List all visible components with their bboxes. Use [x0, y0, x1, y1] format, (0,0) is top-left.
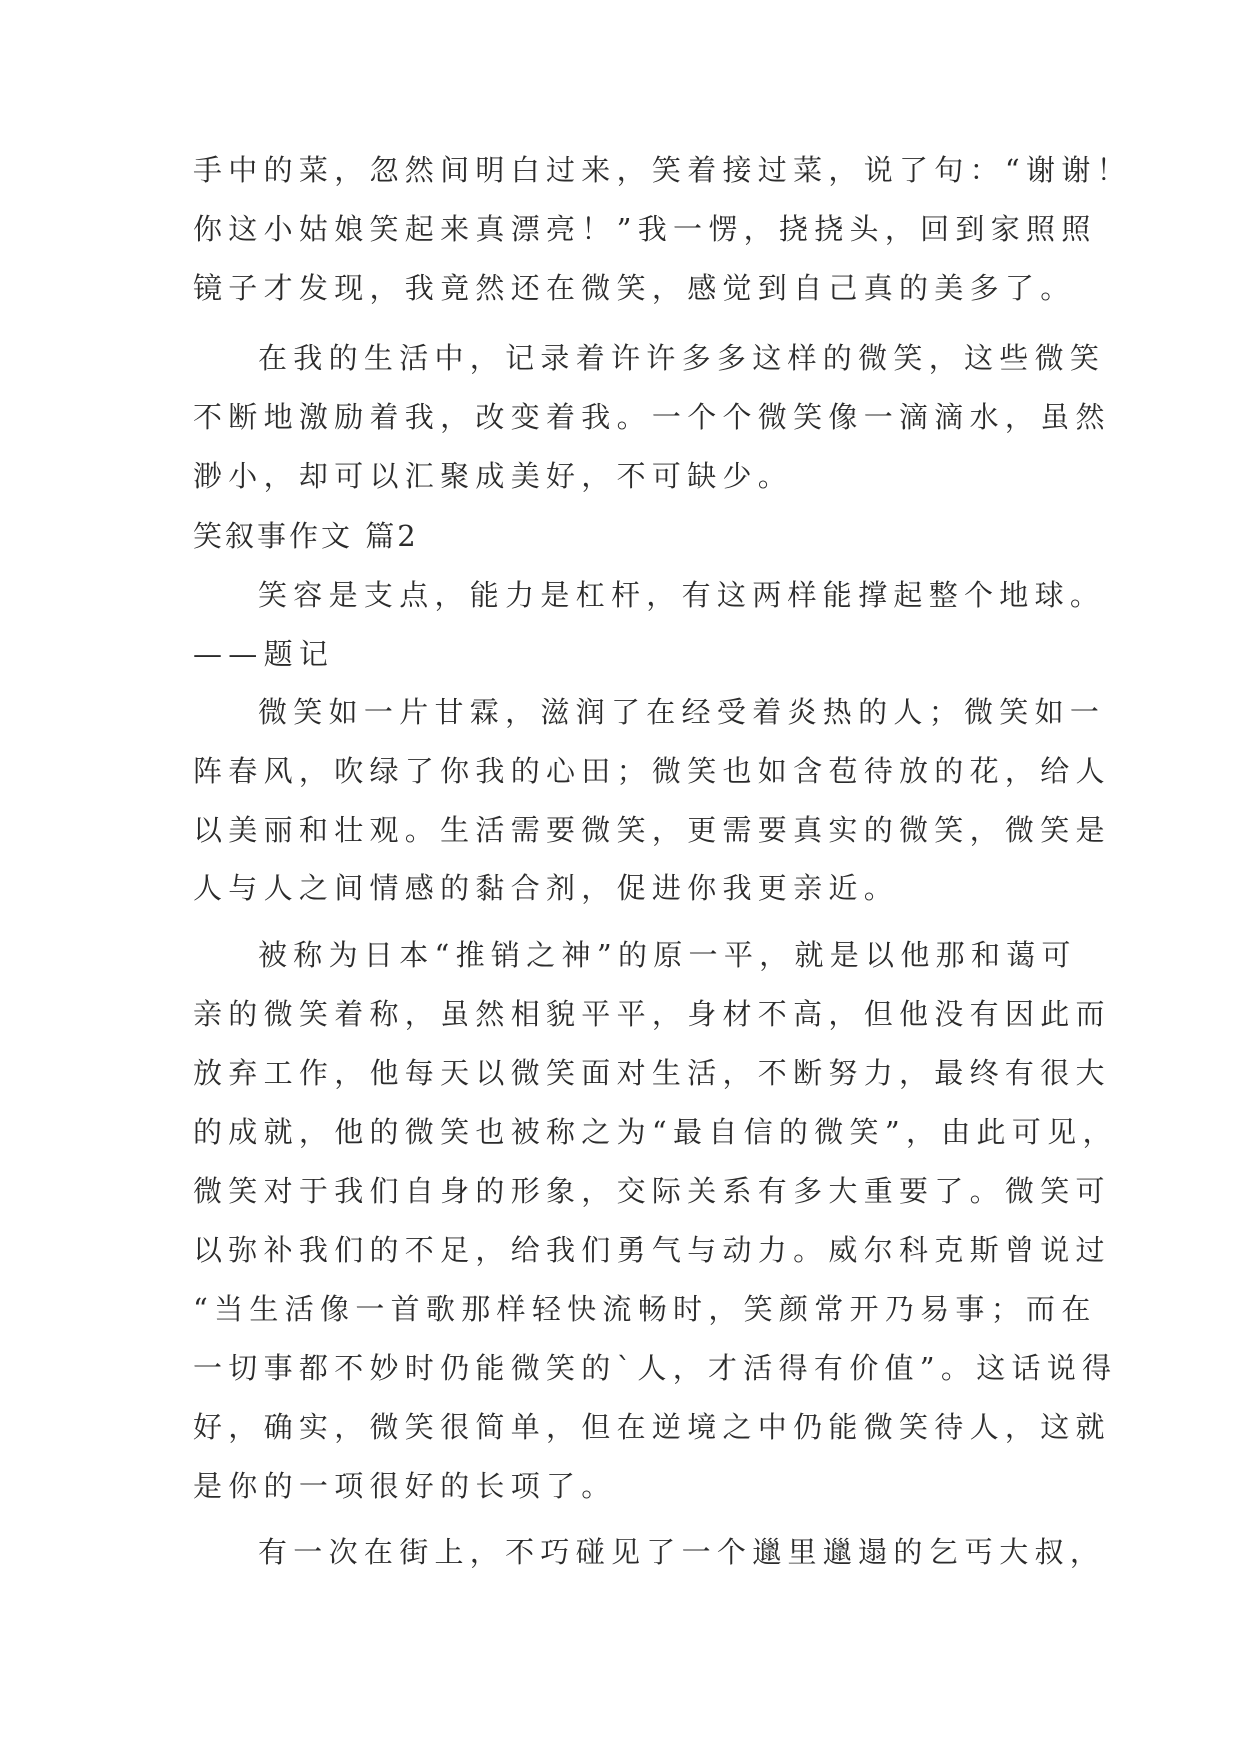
text-line: 不断地激励着我，改变着我。一个个微笑像一滴滴水，虽然	[193, 400, 1111, 434]
text-line: 的成就，他的微笑也被称之为“最自信的微笑”，由此可见，	[193, 1115, 1118, 1149]
paragraph-first-line: 被称为日本“推销之神”的原一平，就是以他那和蔼可	[258, 938, 1077, 972]
paragraph-first-line: 有一次在街上，不巧碰见了一个邋里邋遢的乞丐大叔，	[258, 1535, 1106, 1569]
text-line: 你这小姑娘笑起来真漂亮！”我一愣，挠挠头，回到家照照	[193, 212, 1097, 246]
paragraph-first-line: 在我的生活中，记录着许许多多这样的微笑，这些微笑	[258, 341, 1106, 375]
text-line: “当生活像一首歌那样轻快流畅时，笑颜常开乃易事；而在	[193, 1292, 1097, 1326]
text-line: 镜子才发现，我竟然还在微笑，感觉到自己真的美多了。	[193, 271, 1076, 305]
text-line: 放弃工作，他每天以微笑面对生活，不断努力，最终有很大	[193, 1056, 1111, 1090]
text-line: 人与人之间情感的黏合剂，促进你我更亲近。	[193, 871, 900, 905]
text-line: 一切事都不妙时仍能微笑的`人，才活得有价值”。这话说得	[193, 1351, 1118, 1385]
text-line: 是你的一项很好的长项了。	[193, 1469, 617, 1503]
section-heading: 笑叙事作文 篇2	[193, 519, 419, 553]
text-line: 亲的微笑着称，虽然相貌平平，身材不高，但他没有因此而	[193, 997, 1111, 1031]
text-line: 手中的菜，忽然间明白过来，笑着接过菜，说了句：“谢谢！	[193, 153, 1132, 187]
text-line: 好，确实，微笑很简单，但在逆境之中仍能微笑待人，这就	[193, 1410, 1111, 1444]
text-line: 渺小，却可以汇聚成美好，不可缺少。	[193, 459, 794, 493]
epigraph-text: 笑容是支点，能力是杠杆，有这两样能撑起整个地球。	[258, 578, 1106, 612]
paragraph-first-line: 微笑如一片甘霖，滋润了在经受着炎热的人；微笑如一	[258, 695, 1106, 729]
text-line: 阵春风，吹绿了你我的心田；微笑也如含苞待放的花，给人	[193, 754, 1111, 788]
text-line: 以弥补我们的不足，给我们勇气与动力。威尔科克斯曾说过	[193, 1233, 1111, 1267]
epigraph-attribution: ——题记	[193, 637, 335, 671]
text-line: 以美丽和壮观。生活需要微笑，更需要真实的微笑，微笑是	[193, 813, 1111, 847]
text-line: 微笑对于我们自身的形象，交际关系有多大重要了。微笑可	[193, 1174, 1111, 1208]
